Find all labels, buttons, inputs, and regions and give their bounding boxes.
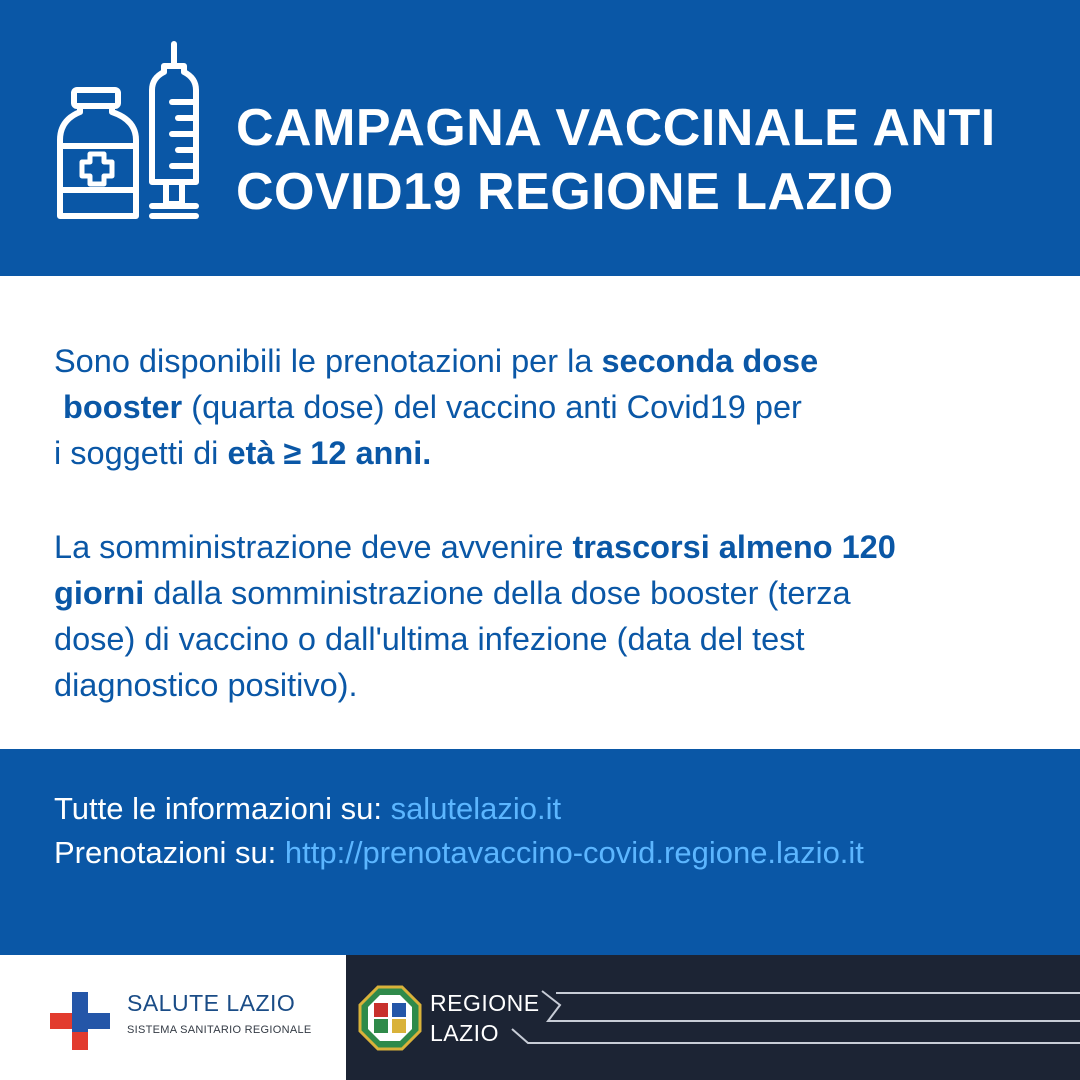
salute-lazio-subtitle: SISTEMA SANITARIO REGIONALE (127, 1024, 312, 1036)
para1-text-1: Sono disponibili le prenotazioni per la (54, 343, 602, 379)
para2-text-4: diagnostico positivo). (54, 667, 358, 703)
title-line-1: CAMPAGNA VACCINALE ANTI (236, 99, 996, 157)
info-label-2: Prenotazioni su: (54, 835, 285, 870)
info-line-1 (54, 791, 561, 827)
para1-bold-3: età ≥ 12 anni. (227, 435, 432, 471)
regione-line-2: LAZIO (430, 1020, 499, 1046)
page-title (236, 96, 1056, 224)
salute-lazio-cross-icon (50, 992, 110, 1050)
prenotavaccino-link[interactable]: http://prenotavaccino-covid.regione.lazio.it (284, 835, 864, 870)
regione-lazio-crest-icon (358, 985, 422, 1051)
salute-lazio-title: SALUTE LAZIO (127, 990, 296, 1016)
vaccine-bottle-syringe-icon (52, 38, 208, 228)
info-line-2 (54, 835, 864, 871)
administration-info-paragraph (54, 524, 1044, 708)
para2-text-2: dalla somministrazione della dose booster (terza (144, 575, 851, 611)
para2-text-1: La somministrazione deve avvenire (54, 529, 573, 565)
info-label-1: Tutte le informazioni su: (54, 791, 391, 826)
para1-text-2: (quarta dose) del vaccino anti Covid19 per (182, 389, 802, 425)
info-band (0, 749, 1080, 955)
salutelazio-link[interactable]: salutelazio.it (390, 791, 562, 826)
para1-text-3: i soggetti di (54, 435, 228, 471)
regione-line-1: REGIONE (430, 990, 540, 1016)
para2-bold-1: trascorsi almeno 120 (572, 529, 896, 565)
para2-bold-2: giorni (54, 575, 145, 611)
para2-text-3: dose) di vaccino o dall'ultima infezione (data del test (54, 621, 805, 657)
para1-bold-1: seconda dose (601, 343, 819, 379)
header-banner (0, 0, 1080, 276)
booking-info-paragraph (54, 338, 1044, 476)
title-line-2: COVID19 REGIONE LAZIO (236, 163, 894, 221)
para1-bold-2: booster (63, 389, 183, 425)
